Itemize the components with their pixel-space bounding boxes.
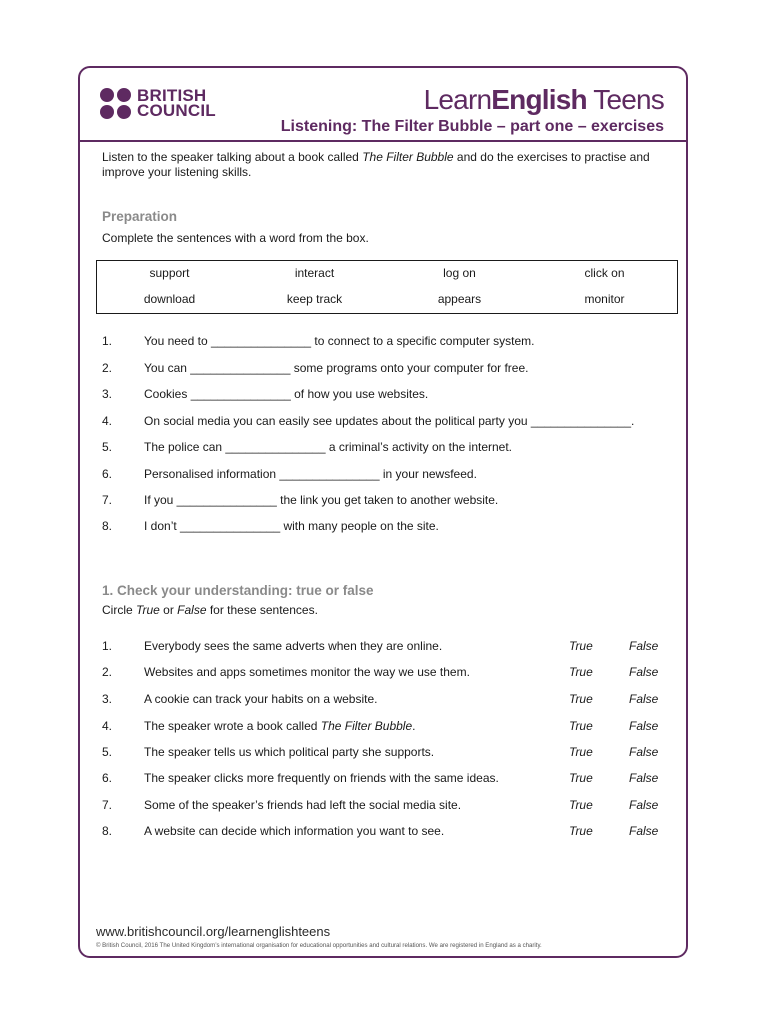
true-false-item: 2. Websites and apps sometimes monitor the way we use them. True False <box>102 665 659 679</box>
true-false-item: 7. Some of the speaker’s friends had left the social media site. True False <box>102 798 659 812</box>
false-option[interactable]: False <box>629 798 659 812</box>
learnenglish-teens-logo: LearnEnglish Teens <box>423 84 664 115</box>
word-item: log on <box>443 266 476 280</box>
logo-line-1: BRITISH <box>137 86 207 105</box>
word-box <box>96 260 678 314</box>
true-false-item: 5. The speaker tells us which political party she supports. True False <box>102 745 659 759</box>
header-divider <box>80 140 686 142</box>
true-option[interactable]: True <box>569 798 593 812</box>
true-option[interactable]: True <box>569 771 593 785</box>
check-instruction: Circle True or False for these sentences. <box>102 603 318 617</box>
gap-fill-question[interactable]: 8. I don’t _______________ with many people on the site. <box>102 519 439 533</box>
word-item: support <box>149 266 190 280</box>
true-false-item: 4. The speaker wrote a book called The Filter Bubble. True False <box>102 719 659 733</box>
word-item: click on <box>584 266 625 280</box>
gap-fill-question[interactable]: 6. Personalised information _______________ in your newsfeed. <box>102 467 477 481</box>
footer-url-link[interactable]: www.britishcouncil.org/learnenglishteens <box>96 924 331 939</box>
preparation-heading: Preparation <box>102 209 178 224</box>
true-option[interactable]: True <box>569 745 593 759</box>
true-false-item: 3. A cookie can track your habits on a website. True False <box>102 692 659 706</box>
word-box-row <box>97 292 677 306</box>
true-option[interactable]: True <box>569 692 593 706</box>
gap-fill-question[interactable]: 5. The police can _______________ a criminal’s activity on the internet. <box>102 440 513 454</box>
false-option[interactable]: False <box>629 771 659 785</box>
false-option[interactable]: False <box>629 745 659 759</box>
false-option[interactable]: False <box>629 719 659 733</box>
word-item: download <box>143 292 196 306</box>
intro-text: Listen to the speaker talking about a book called The Filter Bubble and do the exercises to practise and improve your listening skills. <box>102 150 650 179</box>
true-option[interactable]: True <box>569 665 593 679</box>
worksheet-frame <box>78 66 688 958</box>
footer-copyright: © British Council, 2016 The United Kingdom’s international organisation for educational opportunities and cultural relations. We are registered in England as a charity. <box>96 942 542 949</box>
check-understanding-heading: 1. Check your understanding: true or false <box>102 583 374 598</box>
true-false-item: 6. The speaker clicks more frequently on friends with the same ideas. True False <box>102 771 659 785</box>
british-council-dots-icon <box>100 88 131 119</box>
word-box-row <box>97 266 677 280</box>
gap-fill-question[interactable]: 2. You can _______________ some programs onto your computer for free. <box>102 361 529 375</box>
word-item: monitor <box>584 292 625 306</box>
gap-fill-question[interactable]: 7. If you _______________ the link you get taken to another website. <box>102 493 499 507</box>
false-option[interactable]: False <box>629 692 659 706</box>
false-option[interactable]: False <box>629 824 659 838</box>
gap-fill-question[interactable]: 1. You need to _______________ to connect to a specific computer system. <box>102 334 535 348</box>
true-option[interactable]: True <box>569 824 593 838</box>
false-option[interactable]: False <box>629 639 659 653</box>
false-option[interactable]: False <box>629 665 659 679</box>
preparation-instruction: Complete the sentences with a word from the box. <box>102 231 369 245</box>
true-option[interactable]: True <box>569 719 593 733</box>
word-item: interact <box>294 266 335 280</box>
gap-fill-question[interactable]: 3. Cookies _______________ of how you use websites. <box>102 387 429 401</box>
british-council-logo <box>100 86 216 120</box>
page-title: Listening: The Filter Bubble – part one – exercises <box>280 118 664 135</box>
true-option[interactable]: True <box>569 639 593 653</box>
true-false-item: 1. Everybody sees the same adverts when they are online. True False <box>102 639 659 653</box>
logo-line-2: COUNCIL <box>137 101 216 120</box>
gap-fill-question[interactable]: 4. On social media you can easily see updates about the political party you _______________. <box>102 414 635 428</box>
true-false-item: 8. A website can decide which information you want to see. True False <box>102 824 659 838</box>
word-item: appears <box>437 292 482 306</box>
word-item: keep track <box>286 292 343 306</box>
